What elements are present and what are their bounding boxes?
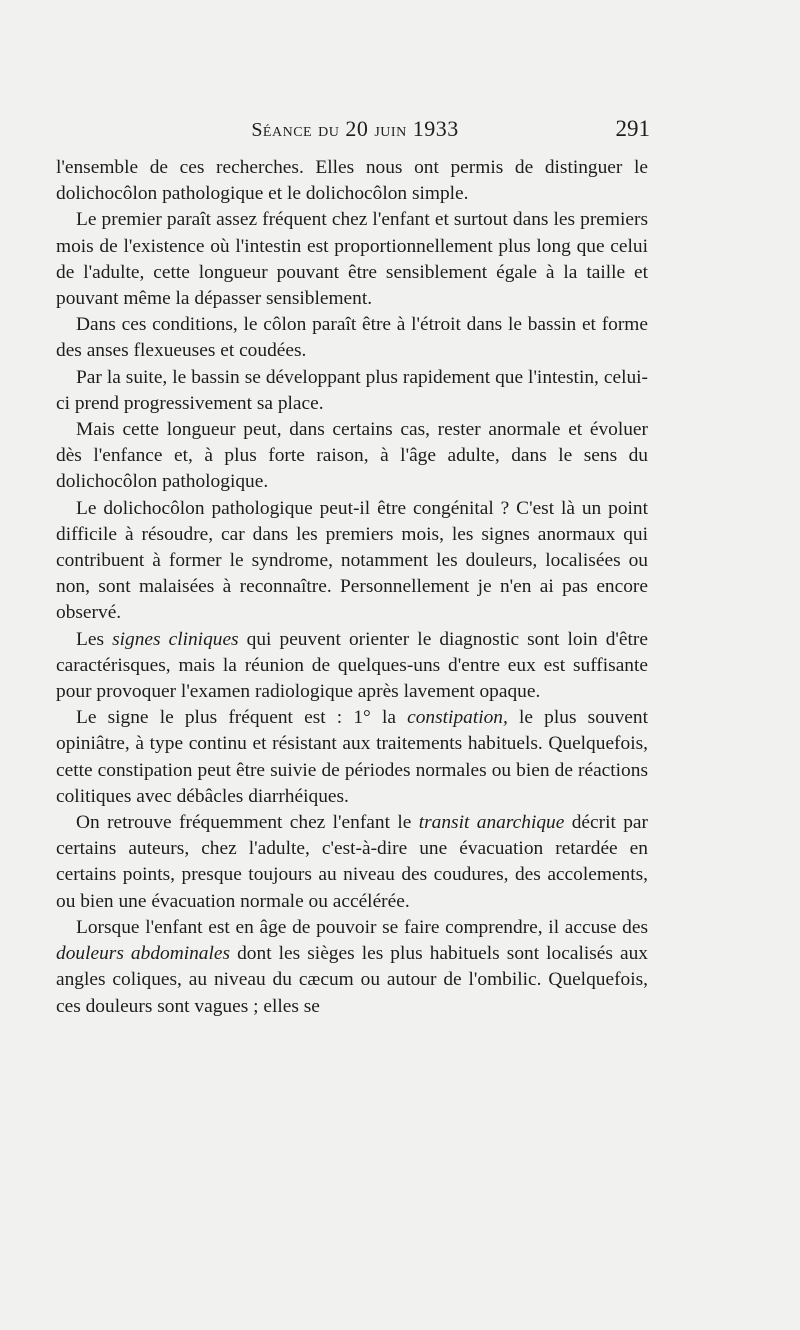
running-head-du: du	[318, 119, 340, 141]
paragraph-7-italic: signes cliniques	[112, 628, 239, 650]
paragraph-9-italic: transit anarchique	[418, 812, 565, 834]
paragraph-7-after: qui peuvent orienter le diagnostic sont loin d'être caractérisques, mais la réunion de quelques-uns d'entre eux est suffisante pour provoquer l'examen radiologique après lavement opaque.	[56, 628, 648, 703]
paragraph-1: l'ensemble de ces recherches. Elles nous ont permis de distinguer le dolichocôlon pathologique et le dolichocôlon simple.	[56, 157, 648, 205]
running-head-day: 20	[345, 116, 369, 141]
paragraph-10-before: Lorsque l'enfant est en âge de pouvoir se faire comprendre, il accuse des	[76, 916, 648, 938]
paragraph-8-before: Le signe le plus fréquent est : 1° la	[76, 707, 408, 729]
running-head-month: juin	[374, 119, 407, 141]
paragraph-3: Dans ces conditions, le côlon paraît être à l'étroit dans le bassin et forme des anses flexueuses et coudées.	[56, 314, 648, 362]
paragraph-4: Par la suite, le bassin se développant plus rapidement que l'intestin, celui-ci prend progressivement sa place.	[56, 366, 648, 414]
running-head-year: 1933	[412, 116, 459, 141]
paragraph-7	[56, 627, 648, 706]
paragraph-10-italic: douleurs abdominales	[56, 943, 231, 965]
paragraph-6: Le dolichocôlon pathologique peut-il être congénital ? C'est là un point difficile à résoudre, car dans les premiers mois, les signes anormaux qui contribuent à former le syndrome, notamment les douleurs, localisées ou non, sont malaisées à reconnaître. Personnellement je n'en ai pas encore observé.	[56, 497, 648, 624]
running-head	[60, 116, 650, 142]
paragraph-5: Mais cette longueur peut, dans certains cas, rester anormale et évoluer dès l'enfance et, à plus forte raison, à l'âge adulte, dans le sens du dolichocôlon pathologique.	[56, 419, 648, 493]
paragraph-2: Le premier paraît assez fréquent chez l'enfant et surtout dans les premiers mois de l'existence où l'intestin est proportionnellement plus long que celui de l'adulte, cette longueur pouvant être sensiblement égale à la taille et pouvant même la dépasser sensiblement.	[56, 209, 648, 310]
paragraph-10	[56, 915, 648, 1020]
paragraph-8-italic: constipation,	[407, 707, 508, 729]
paragraph-9-before: On retrouve fréquemment chez l'enfant le	[76, 812, 419, 834]
paragraph-8	[56, 705, 648, 810]
paragraph-8-after: le plus souvent opiniâtre, à type continu et résistant aux traitements habituels. Quelquefois, cette constipation peut être suivie de périodes normales ou bien de réactions colitiques avec débâcles diarrhéiques.	[56, 707, 648, 807]
paragraph-9-after: décrit par certains auteurs, chez l'adulte, c'est-à-dire une évacuation retardée en certains points, presque toujours au niveau des coudures, des accolements, ou bien une évacuation normale ou accélérée.	[56, 812, 648, 912]
paragraph-10-after: dont les sièges les plus habituels sont localisés aux angles coliques, au niveau du cæcum ou autour de l'ombilic. Quelquefois, ces douleurs sont vagues ; elles se	[56, 943, 648, 1017]
paragraph-7-before: Les	[76, 628, 113, 650]
paragraph-9	[56, 810, 648, 915]
page-number: 291	[615, 116, 650, 141]
body-text	[56, 155, 648, 1020]
page-header	[60, 112, 650, 146]
running-head-seance: Séance	[251, 119, 313, 141]
